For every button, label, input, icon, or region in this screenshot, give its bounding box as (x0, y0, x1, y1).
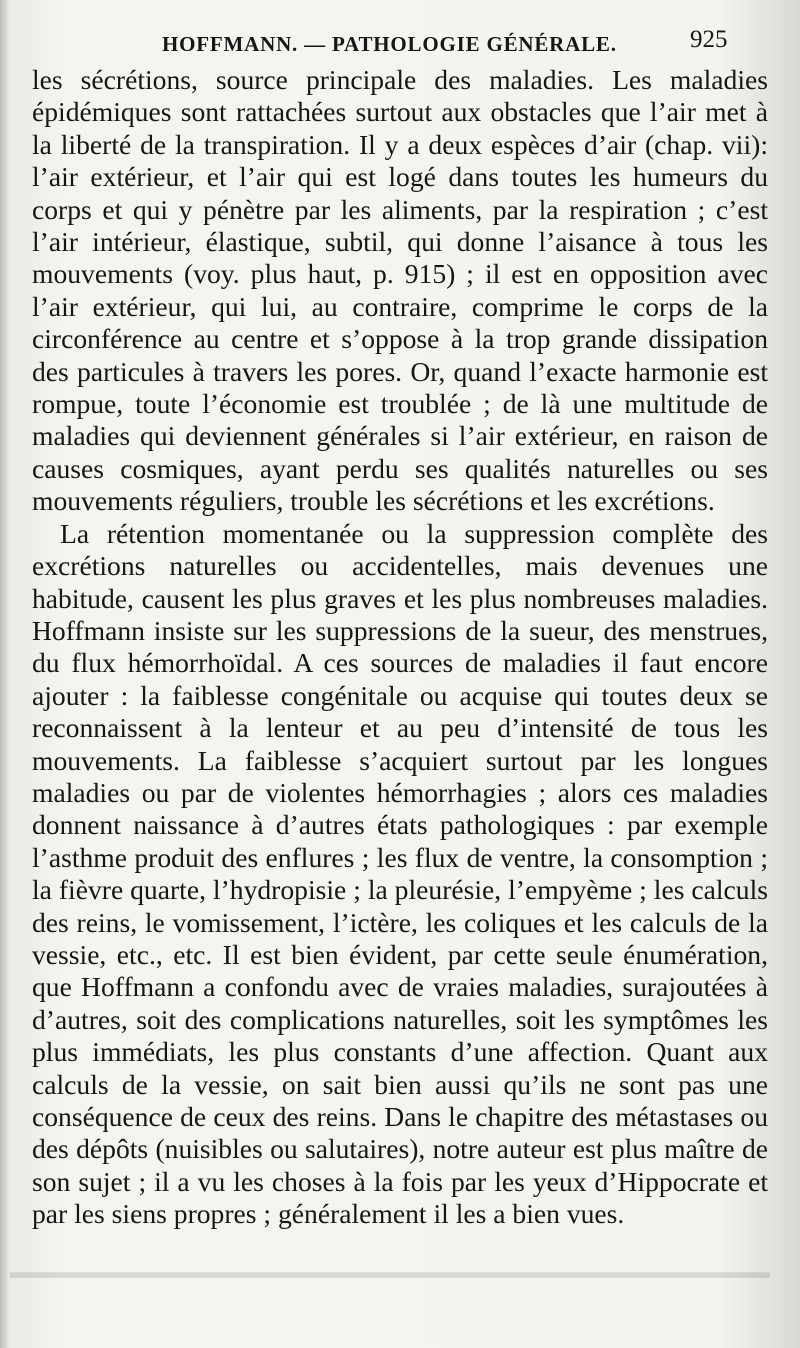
bleed-through-shadow: ▬▬▬▬▬▬▬▬▬▬▬▬▬▬▬▬▬▬▬▬▬▬▬▬▬▬▬▬▬▬▬▬▬▬▬▬▬▬▬▬ (10, 1262, 770, 1283)
paragraph-2: La rétention momentanée ou la suppression complète des excrétions naturelles ou accidentelles, mais devenues une habitude, causent les plus graves et les plus nombreuses maladies. Hoffmann insiste sur les suppressions de la sueur, des menstrues, du flux hémorrhoïdal. A ces sources de maladies il faut encore ajouter : la faiblesse congénitale ou acquise qui toutes deux se reconnaissent à la lenteur et au peu d’intensité de tous les mouvements. La faiblesse s’acquiert surtout par les longues maladies ou par de violentes hémorrhagies ; alors ces maladies donnent naissance à d’autres états pathologiques : par exemple l’asthme produit des enflures ; les flux de ventre, la consomption ; la fièvre quarte, l’hydropisie ; la pleurésie, l’empyème ; les calculs des reins, le vomissement, l’ictère, les coliques et les calculs de la vessie, etc., etc. Il est bien évident, par cette seule énumération, que Hoffmann a confondu avec de vraies maladies, surajoutées à d’autres, soit des complications naturelles, soit les symptômes les plus immédiats, les plus constants d’une affection. Quant aux calculs de la vessie, on sait bien aussi qu’ils ne sont pas une conséquence de ceux des reins. Dans le chapitre des métastases ou des dépôts (nuisibles ou salutaires), notre auteur est plus maître de son sujet ; il a vu les choses à la fois par les yeux d’Hippocrate et par les siens propres ; généralement il les a bien vues. (32, 517, 768, 1230)
running-head: HOFFMANN. — PATHOLOGIE GÉNÉRALE. (162, 32, 617, 56)
binding-shadow (0, 0, 10, 1348)
body-text (32, 64, 768, 1231)
page-number: 925 (690, 26, 728, 53)
paragraph-1: les sécrétions, source principale des maladies. Les maladies épidémiques sont rattachées surtout aux obstacles que l’air met à la liberté de la transpiration. Il y a deux espèces d’air (chap. vii): l’air extérieur, et l’air qui est logé dans toutes les humeurs du corps et qui y pénètre par les aliments, par la respiration ; c’est l’air intérieur, élastique, subtil, qui donne l’aisance à tous les mouvements (voy. plus haut, p. 915) ; il est en opposition avec l’air extérieur, qui lui, au contraire, comprime le corps de la circonférence au centre et s’oppose à la trop grande dissipation des particules à travers les pores. Or, quand l’exacte harmonie est rompue, toute l’économie est troublée ; de là une multitude de maladies qui deviennent générales si l’air extérieur, en raison de causes cosmiques, ayant perdu ses qualités naturelles ou ses mouvements réguliers, trouble les sécrétions et les excrétions. (32, 64, 768, 517)
page-header (0, 26, 800, 60)
